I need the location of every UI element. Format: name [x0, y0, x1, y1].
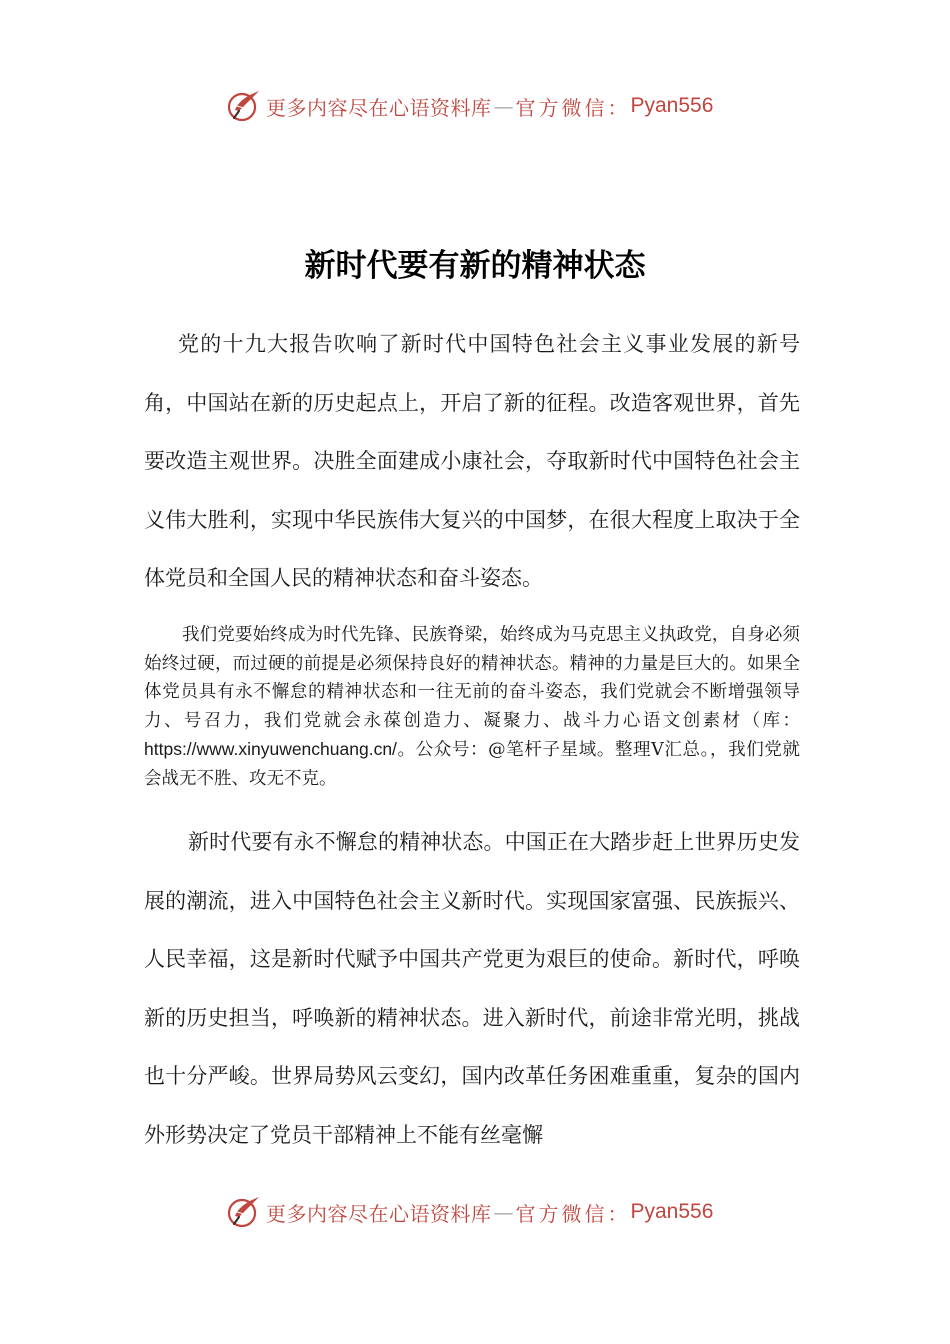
paragraph-inserted-text: 我们党要始终成为时代先锋、民族脊梁，始终成为马克思主义执政党，自身必须始终过硬，而过硬的前提是必须保持良好的精神状态。精神的力量是巨大的。如果全体党员具有永不懈怠的精神状态和一往无前的奋斗姿态，我们党就会不断增强领导力、号召力，我们党就会永葆创造力、凝聚力、战斗力心语文创素材（库： — [144, 625, 800, 731]
paragraph-inserted-tail: 。公众号：@笔杆子星域。整理V汇总。，我们党就会战无不胜、攻无不克。 — [144, 740, 800, 789]
watermark-dash: — — [493, 1200, 514, 1224]
watermark-text: 更多内容尽在心语资料库 — [266, 1201, 492, 1226]
watermark-label: 官方微信： — [515, 1201, 631, 1226]
paragraph-inserted — [144, 621, 800, 794]
source-url-link[interactable]: https://www.xinyuwenchuang.cn/ — [144, 739, 397, 760]
watermark-label: 官方微信： — [515, 95, 631, 120]
paragraph-intro: 党的十九大报告吹响了新时代中国特色社会主义事业发展的新号角，中国站在新的历史起点上，开启了新的征程。改造客观世界，首先要改造主观世界。决胜全面建成小康社会，夺取新时代中国特色社会主义伟大胜利，实现中华民族伟大复兴的中国梦，在很大程度上取决于全体党员和全国人民的精神状态和奋斗姿态。 — [144, 332, 800, 590]
document-title: 新时代要有新的精神状态 — [304, 248, 646, 284]
watermark-header — [226, 86, 713, 126]
watermark-text: 更多内容尽在心语资料库 — [266, 95, 492, 120]
watermark-footer — [226, 1192, 713, 1232]
paragraph-body: 新时代要有永不懈怠的精神状态。中国正在大踏步赶上世界历史发展的潮流，进入中国特色社会主义新时代。实现国家富强、民族振兴、人民幸福，这是新时代赋予中国共产党更为艰巨的使命。新时代，呼唤新的历史担当，呼唤新的精神状态。进入新时代，前途非常光明，挑战也十分严峻。世界局势风云变幻，国内改革任务困难重重，复杂的国内外形势决定了党员干部精神上不能有丝毫懈 — [144, 830, 800, 1147]
watermark-wechat-id: Pyan556 — [630, 94, 714, 117]
watermark-dash: — — [493, 94, 514, 118]
watermark-wechat-id: Pyan556 — [630, 1200, 714, 1223]
quill-pen-logo-icon — [226, 1194, 262, 1230]
quill-pen-logo-icon — [226, 88, 262, 124]
